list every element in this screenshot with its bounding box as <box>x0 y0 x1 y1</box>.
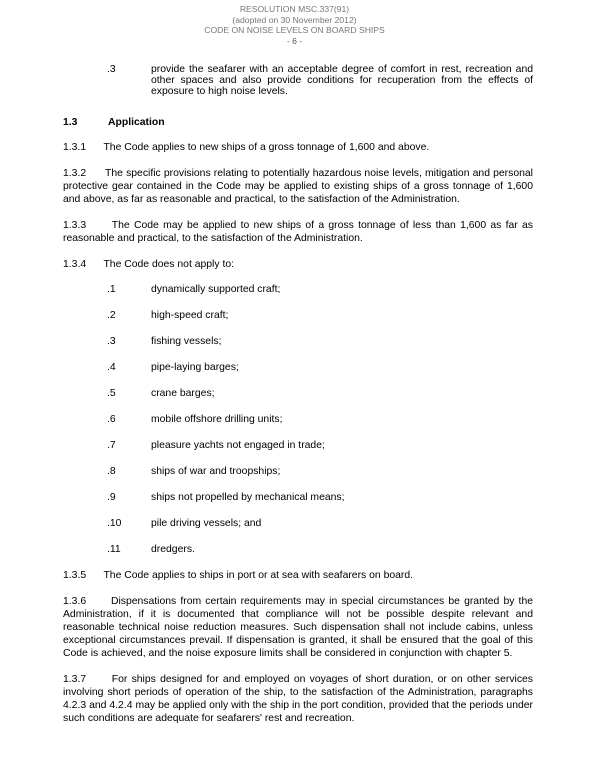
paragraph-text: The Code applies to ships in port or at sea with seafarers on board. <box>103 570 414 581</box>
adoption-date: (adopted on 30 November 2012) <box>232 14 357 25</box>
list-item-number: .5 <box>107 387 116 399</box>
list-item-number: .4 <box>107 361 116 373</box>
list-item <box>107 458 533 484</box>
list-item <box>107 302 533 328</box>
page-header <box>0 4 589 46</box>
paragraph-number: 1.3.7 <box>63 674 87 685</box>
paragraph-number: 1.3.2 <box>63 168 87 179</box>
paragraph-1-3-1 <box>63 141 533 154</box>
list-item-text: ships not propelled by mechanical means; <box>151 491 345 503</box>
list-item-text: pile driving vessels; and <box>151 517 262 529</box>
list-item-text: fishing vessels; <box>151 335 222 347</box>
sub-item-number: .3 <box>107 64 116 75</box>
paragraph-1-3-5 <box>63 569 533 582</box>
list-item <box>107 484 533 510</box>
section-heading <box>63 117 533 128</box>
list-item-number: .6 <box>107 413 116 425</box>
list-item <box>107 510 533 536</box>
list-item <box>107 536 533 562</box>
list-item-number: .1 <box>107 283 116 295</box>
code-title: CODE ON NOISE LEVELS ON BOARD SHIPS <box>204 25 385 36</box>
section-title: Application <box>108 117 165 128</box>
paragraph-text: Dispensations from certain requirements may in special circumstances be granted by the Administration, if it is documented that compliance will not be possible despite relevant and reasonable technical noise reduction measures. Such dispensation shall not include cabins, unless exceptional circumstances prevail. If dispensation is granted, it shall be ensured that the goal of this Code is achieved, and the noise exposure limits shall be considered in conjunction with chapter 5. <box>63 596 534 659</box>
paragraph-number: 1.3.3 <box>63 220 87 231</box>
paragraph-number: 1.3.5 <box>63 570 87 581</box>
sub-item-text: provide the seafarer with an acceptable degree of comfort in rest, recreation and other spaces and also provide conditions for recuperation from the effects of exposure to high noise levels. <box>151 64 533 97</box>
list-item <box>107 328 533 354</box>
paragraph-text: The specific provisions relating to potentially hazardous noise levels, mitigation and personal protective gear contained in the Code may be applied to existing ships of a gross tonnage of 1,600 and above, as far as reasonable and practical, to the satisfaction of the Administration. <box>63 168 533 205</box>
list-item <box>107 354 533 380</box>
paragraph-1-3-4 <box>63 258 533 271</box>
paragraph-text: For ships designed for and employed on voyages of short duration, or on other services involving short periods of operation of the ship, to the satisfaction of the Administration, paragraphs 4.2.3 and 4.2.4 may be applied only with the ship in the port condition, provided that the periods under such conditions are adequate for seafarers' rest and recreation. <box>63 674 533 724</box>
list-item-text: dredgers. <box>151 543 195 555</box>
paragraph-text: The Code does not apply to: <box>103 259 235 270</box>
paragraph-1-3-2 <box>63 167 533 206</box>
list-item <box>107 406 533 432</box>
list-item-text: mobile offshore drilling units; <box>151 413 283 425</box>
page-number: - 6 - <box>286 35 303 46</box>
list-item <box>107 432 533 458</box>
list-item-number: .2 <box>107 309 116 321</box>
paragraph-number: 1.3.4 <box>63 259 87 270</box>
list-item-text: dynamically supported craft; <box>151 283 281 295</box>
list-item-number: .9 <box>107 491 116 503</box>
list-item <box>107 380 533 406</box>
paragraph-1-3-6 <box>63 595 533 660</box>
list-item-text: pleasure yachts not engaged in trade; <box>151 439 325 451</box>
list-item-text: ships of war and troopships; <box>151 465 281 477</box>
list-item-number: .7 <box>107 439 116 451</box>
paragraph-number: 1.3.1 <box>63 142 87 153</box>
list-item-text: pipe-laying barges; <box>151 361 239 373</box>
resolution-title: RESOLUTION MSC.337(91) <box>239 4 350 14</box>
list-item-number: .8 <box>107 465 116 477</box>
paragraph-number: 1.3.6 <box>63 596 87 607</box>
section-number: 1.3 <box>63 117 78 128</box>
paragraph-text: The Code may be applied to new ships of a gross tonnage of less than 1,600 as far as reasonable and practical, to the satisfaction of the Administration. <box>63 220 533 244</box>
document-body <box>63 64 533 725</box>
list-item-number: .11 <box>107 543 121 555</box>
list-item-number: .3 <box>107 335 116 347</box>
list-item-text: crane barges; <box>151 387 215 399</box>
list-item-text: high-speed craft; <box>151 309 229 321</box>
sub-item-3-comfort <box>107 64 533 97</box>
paragraph-text: The Code applies to new ships of a gross tonnage of 1,600 and above. <box>103 142 430 153</box>
paragraph-1-3-7 <box>63 673 533 725</box>
list-item <box>107 276 533 302</box>
exclusion-list <box>63 276 533 562</box>
list-item-number: .10 <box>107 517 122 529</box>
paragraph-1-3-3 <box>63 219 533 245</box>
